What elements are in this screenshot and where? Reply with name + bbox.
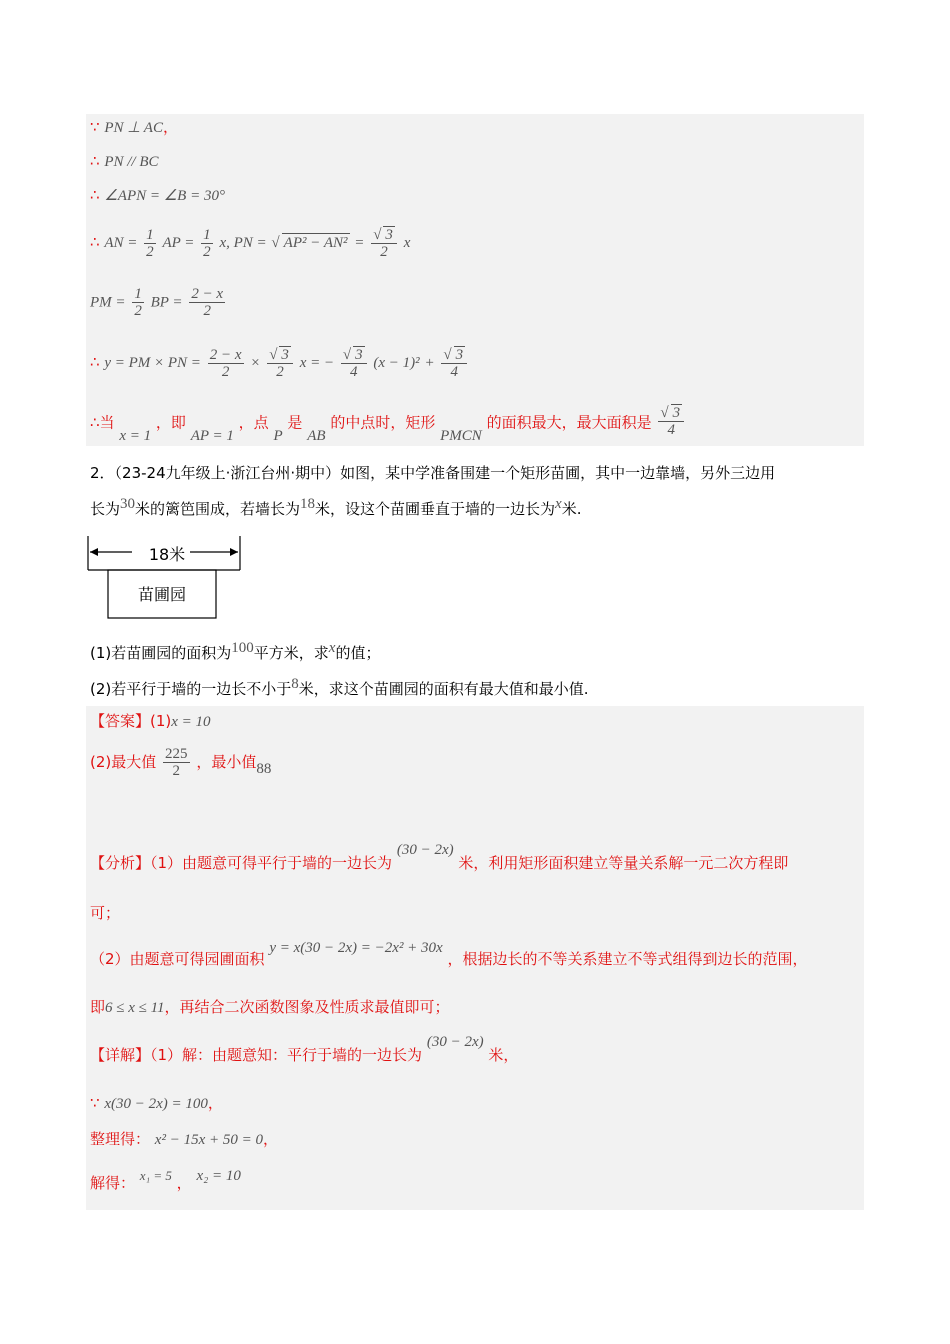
math-value: 8 — [291, 676, 299, 692]
question-text: 平方米，求 — [253, 644, 329, 662]
detail-text: 解得： — [90, 1174, 136, 1192]
answer-line-2 — [90, 746, 271, 779]
punctuation: ， — [176, 1174, 192, 1192]
math-expression: = — [354, 235, 365, 251]
solution-line-6 — [90, 346, 469, 380]
question-text: (2)若平行于墙的一边长不小于 — [90, 680, 292, 698]
numerator: √ 3 — [371, 226, 397, 244]
answer-text: ，最小值 — [196, 753, 257, 771]
analysis-line-3 — [90, 940, 808, 969]
numerator: 1 — [203, 226, 211, 243]
radicand: 3 — [385, 227, 393, 243]
analysis-line-2 — [90, 904, 120, 922]
fraction — [163, 746, 190, 779]
math-expression: y = x(30 − 2x) = −2x² + 30x — [269, 940, 443, 956]
radicand: 3 — [455, 347, 464, 363]
math-expression: x, PN = — [219, 235, 267, 251]
question-text: 米. — [561, 500, 582, 518]
analysis-text: ，根据边长的不等关系建立不等式组得到边长的范围， — [447, 950, 808, 968]
conclusion-text: ∴当 — [90, 413, 115, 432]
therefore-symbol: ∴ — [90, 353, 100, 371]
fraction — [132, 286, 144, 319]
math-expression: AP² − AN² — [283, 235, 348, 251]
math-expression: (30 − 2x) — [396, 842, 454, 858]
numerator: √ 3 — [341, 346, 367, 364]
question-text: 2．（23-24九年级上·浙江台州·期中）如图，某中学准备围建一个矩形苗圃，其中一边靠墙，另外三边用 — [90, 464, 776, 482]
denominator: 2 — [203, 303, 211, 319]
math-expression: ∠APN = ∠B = 30° — [104, 188, 225, 204]
answer-text: (1) — [150, 712, 172, 730]
fraction — [267, 346, 293, 380]
question-text: 长为 — [90, 500, 121, 518]
math-value: 100 — [231, 640, 254, 656]
analysis-text: 米，利用矩形面积建立等量关系解一元二次方程即 — [458, 854, 789, 872]
math-expression: BP = — [150, 294, 183, 311]
detail-line-4 — [90, 1168, 241, 1193]
numerator: √ 3 — [658, 404, 684, 422]
math-expression: (30 − 2x) — [426, 1034, 484, 1050]
therefore-symbol: ∴ — [90, 186, 100, 204]
diagram-wall-label: 18米 — [148, 545, 186, 564]
sub-question-2 — [90, 678, 589, 699]
fraction — [201, 227, 213, 260]
fraction — [658, 404, 684, 438]
solution-panel-top — [86, 114, 864, 446]
math-expression: 6 ≤ x ≤ 11 — [105, 1000, 165, 1016]
solution-line-5 — [90, 286, 227, 319]
detail-label: 【详解】 — [90, 1046, 151, 1064]
numerator: √ 3 — [441, 346, 467, 364]
math-expression: PN ⊥ AC — [104, 120, 163, 136]
sqrt-symbol: √ — [271, 235, 280, 251]
analysis-label: 【分析】 — [90, 854, 151, 872]
denominator: 4 — [667, 422, 675, 438]
math-expression: PMCN — [440, 427, 482, 444]
answer-text: (2)最大值 — [90, 753, 157, 771]
solution-line-3 — [90, 186, 225, 205]
math-expression: (x − 1)² — [373, 355, 420, 371]
numerator: √ 3 — [267, 346, 293, 364]
fraction — [371, 226, 397, 260]
analysis-text: 可； — [90, 904, 121, 922]
math-expression: x(30 − 2x) = 100 — [104, 1096, 208, 1112]
math-expression: AB — [307, 427, 326, 444]
solution-line-2 — [90, 152, 159, 171]
math-value: x — [555, 496, 562, 512]
numerator: 1 — [146, 226, 154, 243]
denominator: 4 — [450, 364, 458, 380]
math-value: 30 — [120, 496, 136, 512]
conclusion-text: 的中点时，矩形 — [330, 413, 436, 432]
analysis-text: （1）由题意可得平行于墙的一边长为 — [150, 854, 393, 872]
punctuation: ， — [162, 118, 178, 136]
math-expression: AP = 1 — [190, 427, 234, 444]
math-expression: PM = — [90, 294, 126, 311]
fraction — [341, 346, 367, 380]
detail-line-1 — [90, 1034, 519, 1065]
analysis-text: 即 — [90, 998, 106, 1016]
numerator: 1 — [134, 286, 142, 302]
solution-line-7 — [90, 405, 686, 444]
denominator: 2 — [146, 243, 154, 260]
denominator: 2 — [172, 763, 181, 779]
math-expression: x — [403, 235, 411, 251]
diagram-garden-label: 苗圃园 — [137, 585, 186, 604]
denominator: 2 — [203, 243, 211, 260]
math-value: x — [328, 640, 336, 656]
punctuation: ， — [262, 1130, 278, 1148]
math-expression: x² − 15x + 50 = 0 — [154, 1132, 263, 1148]
punctuation: ， — [207, 1094, 223, 1112]
radicand: 3 — [355, 347, 363, 363]
math-expression: × — [250, 355, 261, 371]
math-expression: x = − — [299, 355, 335, 371]
question-text: (1)若苗圃园的面积为 — [90, 644, 232, 662]
math-expression: x = 10 — [171, 714, 211, 730]
question-text: 的值； — [335, 644, 381, 662]
denominator: 2 — [221, 363, 230, 380]
math-expression: AN = — [104, 235, 138, 251]
solution-line-4 — [90, 226, 410, 260]
conclusion-text: 是 — [287, 413, 303, 432]
math-expression: x₂ = 10 — [196, 1168, 241, 1184]
fraction — [144, 227, 156, 260]
math-expression: AP = — [162, 235, 195, 251]
fraction — [441, 346, 467, 380]
radicand: 3 — [281, 347, 289, 363]
conclusion-text: 的面积最大，最大面积是 — [486, 413, 652, 432]
numerator: 2 − x — [191, 286, 224, 302]
math-expression: + — [424, 355, 435, 371]
math-value: 88 — [256, 761, 272, 777]
therefore-symbol: ∴ — [90, 233, 100, 251]
solution-line-1 — [90, 118, 178, 137]
radicand: 3 — [672, 405, 681, 421]
math-expression: y = PM × PN = — [104, 355, 201, 371]
math-expression: PN // BC — [104, 154, 159, 170]
fraction — [189, 286, 225, 319]
therefore-symbol: ∴ — [90, 152, 100, 170]
denominator: 2 — [276, 364, 284, 380]
conclusion-text: ，即 — [155, 413, 186, 432]
answer-label: 【答案】 — [90, 712, 151, 730]
math-expression: x₁ = 5 — [139, 1168, 172, 1183]
analysis-line-1 — [90, 842, 789, 873]
sub-question-1 — [90, 642, 380, 663]
analysis-line-4 — [90, 998, 450, 1017]
because-symbol: ∵ — [90, 118, 100, 136]
math-expression: x = 1 — [119, 427, 152, 444]
numerator: 2 − x — [209, 346, 242, 363]
because-symbol: ∵ — [90, 1094, 100, 1112]
detail-text: （1）解：由题意知：平行于墙的一边长为 — [150, 1046, 423, 1064]
question-2-line-1 — [90, 462, 775, 483]
question-2-line-2 — [90, 498, 582, 519]
detail-line-2 — [90, 1094, 223, 1113]
denominator: 2 — [380, 244, 388, 260]
question-text: 米，求这个苗圃园的面积有最大值和最小值. — [298, 680, 589, 698]
analysis-text: ，再结合二次函数图象及性质求最值即可； — [164, 998, 450, 1016]
detail-line-3 — [90, 1130, 278, 1149]
detail-text: 米， — [488, 1046, 519, 1064]
math-value: 18 — [300, 496, 316, 512]
denominator: 2 — [134, 303, 142, 319]
answer-line-1 — [90, 712, 211, 731]
conclusion-text: ，点 — [238, 413, 269, 432]
detail-text: 整理得： — [90, 1130, 151, 1148]
question-text: 米，设这个苗圃垂直于墙的一边长为 — [315, 500, 556, 518]
analysis-text: （2）由题意可得园圃面积 — [90, 950, 265, 968]
denominator: 4 — [350, 364, 358, 380]
fraction — [208, 347, 244, 380]
numerator: 225 — [165, 746, 188, 762]
math-expression: P — [273, 427, 283, 444]
question-text: 米的篱笆围成，若墙长为 — [135, 500, 301, 518]
